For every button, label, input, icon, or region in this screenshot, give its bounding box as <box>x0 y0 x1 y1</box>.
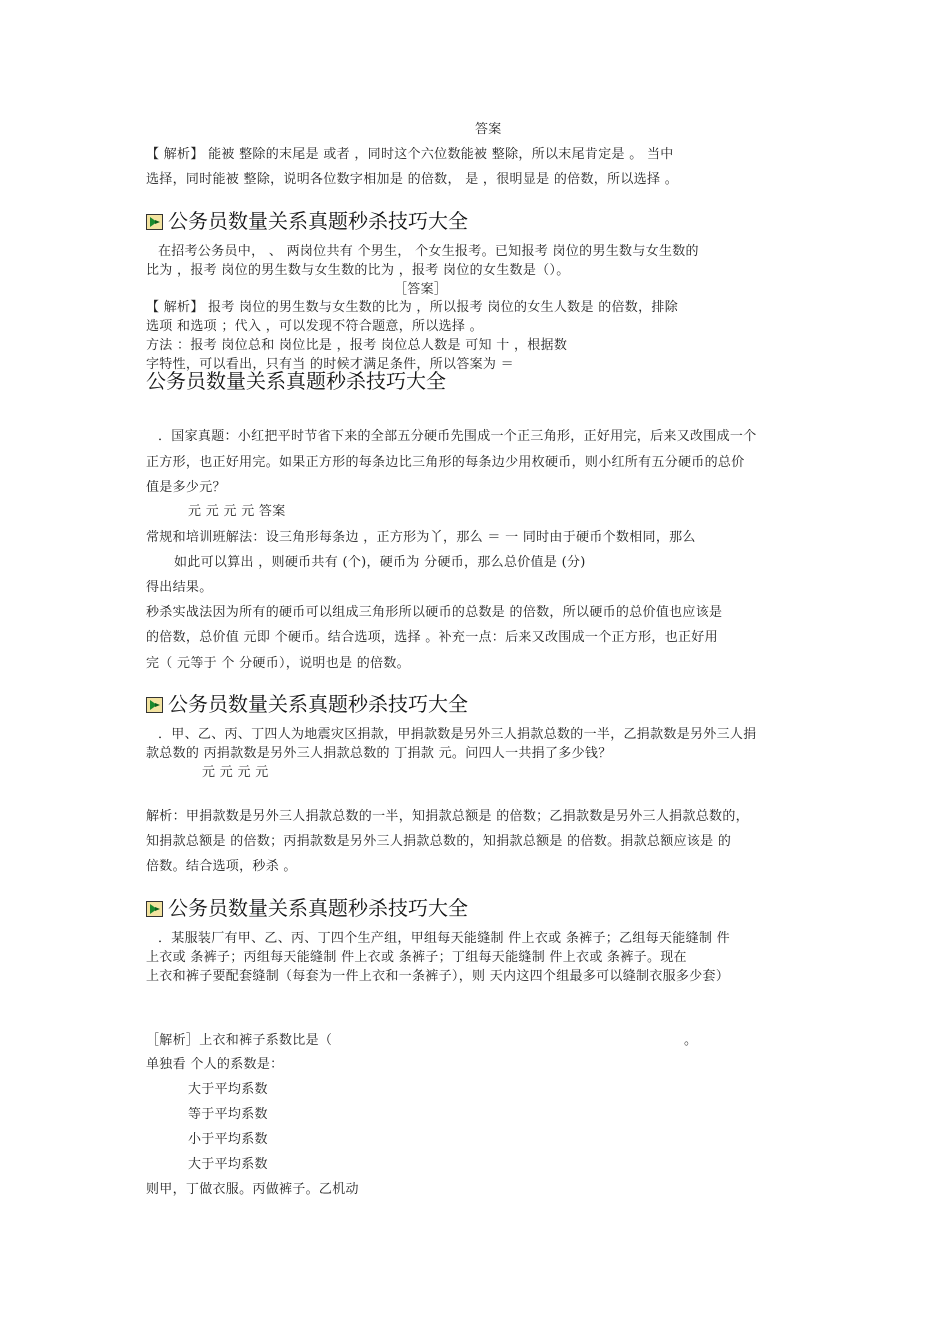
s4-analysis-1-end: 。 <box>684 1033 698 1048</box>
s2-method-6: 完（ 元等于 个 分硬币），说明也是 的倍数。 <box>146 656 410 671</box>
s0-line-2: 选择，同时能被 整除，说明各位数字相加是 的倍数， 是 ，很明显是 的倍数，所以选择 。 <box>146 172 678 187</box>
s4-question-2: 上衣或 条裤子；丙组每天能缝制 件上衣或 条裤子；丁组每天能缝制 件上衣或 条裤子。现在 <box>146 950 687 965</box>
s4-question-3: 上衣和裤子要配套缝制（每套为一件上衣和一条裤子），则 天内这四个组最多可以缝制衣服多少套） <box>146 969 730 984</box>
section-bullet-icon <box>146 901 163 917</box>
s2-method-3: 得出结果。 <box>146 580 213 595</box>
s2-options: 元 元 元 元 答案 <box>188 504 286 519</box>
s3-analysis-2: 知捐款总额是 的倍数；丙捐款数是另外三人捐款总数的，知捐款总额是 的倍数。捐款总额应该是 的 <box>146 834 732 849</box>
s4-analysis-2: 单独看 个人的系数是： <box>146 1057 284 1072</box>
section-bullet-icon <box>146 214 163 230</box>
s1-question-1: 在招考公务员中， 、 两岗位共有 个男生， 个女生报考。已知报考 岗位的男生数与女生数的 <box>158 244 699 259</box>
s0-line-1: 【 解析】 能被 整除的末尾是 或者 ，同时这个六位数能被 整除，所以末尾肯定是 。 当中 <box>146 147 674 162</box>
s1-analysis-3: 方法 ：报考 岗位总和 岗位比是 ，报考 岗位总人数是 可知 十 ，根据数 <box>146 338 568 353</box>
s3-question-1: ．甲、乙、丙、丁四人为地震灾区捐款，甲捐款数是另外三人捐款总数的一半，乙捐款数是另外三人捐 <box>158 727 757 742</box>
s4-analysis-3: 则甲，丁做衣服。丙做裤子。乙机动 <box>146 1182 359 1197</box>
s3-options: 元 元 元 元 <box>202 765 269 780</box>
s3-question-2: 款总数的 丙捐款数是另外三人捐款总数的 丁捐款 元。问四人一共捐了多少钱？ <box>146 746 612 761</box>
s4-coef-3: 小于平均系数 <box>188 1132 268 1147</box>
s2-method-5: 的倍数，总价值 元即 个硬币。结合选项，选择 。补充一点：后来又改围成一个正方形，也正好用 <box>146 630 718 645</box>
s2-question-2: 正方形，也正好用完。如果正方形的每条边比三角形的每条边少用枚硬币，则小红所有五分硬币的总价 <box>146 455 745 470</box>
s1-answer-label: ［答案］ <box>394 282 448 297</box>
section-title: 公务员数量关系真题秒杀技巧大全 <box>168 209 468 233</box>
section-title: 公务员数量关系真题秒杀技巧大全 <box>168 896 468 920</box>
section-bullet-icon <box>146 697 163 713</box>
s4-coef-4: 大于平均系数 <box>188 1157 268 1172</box>
s1-question-2: 比为 ，报考 岗位的男生数与女生数的比为 ，报考 岗位的女生数是（）。 <box>146 263 570 278</box>
s1-analysis-4: 字特性，可以看出，只有当 的时候才满足条件，所以答案为 ＝ <box>146 357 514 372</box>
s4-analysis-1: ［解析］上衣和裤子系数比是（ <box>146 1033 333 1048</box>
section-title: 公务员数量关系真题秒杀技巧大全 <box>168 692 468 716</box>
s1-analysis-1: 【 解析】 报考 岗位的男生数与女生数的比为 ，所以报考 岗位的女生人数是 的倍数，排除 <box>146 300 678 315</box>
s2-method-1: 常规和培训班解法：设三角形每条边 ，正方形为丫，那么 ＝ 一 同时由于硬币个数相同，那么 <box>146 530 696 545</box>
s2-question-1: ．国家真题：小红把平时节省下来的全部五分硬币先围成一个正三角形，正好用完，后来又改围成一个 <box>158 429 757 444</box>
s3-analysis-3: 倍数。结合选项，秒杀 。 <box>146 859 297 874</box>
s2-method-4: 秒杀实战法因为所有的硬币可以组成三角形所以硬币的总数是 的倍数，所以硬币的总价值也应该是 <box>146 605 723 620</box>
s1-analysis-2: 选项 和选项 ；代入 ，可以发现不符合题意，所以选择 。 <box>146 319 483 334</box>
s2-question-3: 值是多少元？ <box>146 480 226 495</box>
s4-coef-2: 等于平均系数 <box>188 1107 268 1122</box>
s4-question-1: ．某服装厂有甲、乙、丙、丁四个生产组，甲组每天能缝制 件上衣或 条裤子；乙组每天能缝制 件 <box>158 931 730 946</box>
s2-method-2: 如此可以算出 ，则硬币共有 (个)，硬币为 分硬币，那么总价值是 (分) <box>174 555 586 570</box>
section-title: 公务员数量关系真题秒杀技巧大全 <box>146 369 446 393</box>
s3-analysis-1: 解析：甲捐款数是另外三人捐款总数的一半，知捐款总额是 的倍数；乙捐款数是另外三人捐款总数的， <box>146 809 749 824</box>
answer-heading: 答案 <box>475 122 502 137</box>
s4-coef-1: 大于平均系数 <box>188 1082 268 1097</box>
